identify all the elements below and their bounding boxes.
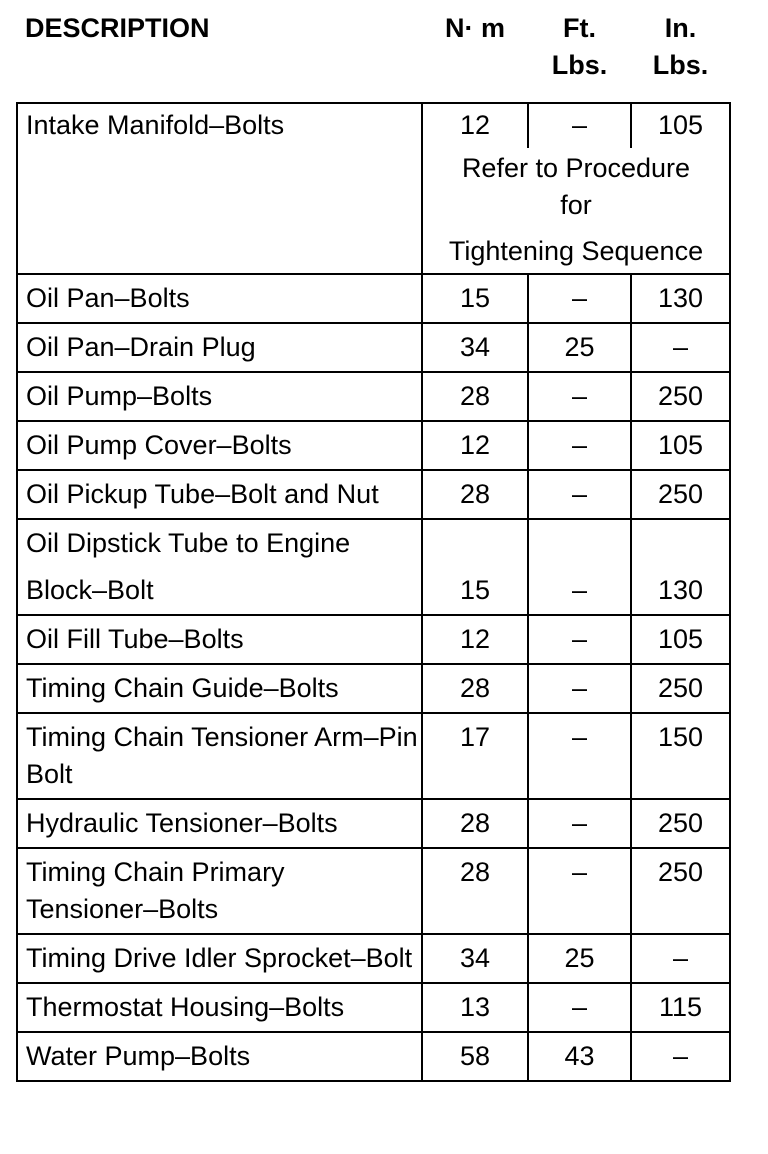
cell-in: 105 xyxy=(631,103,730,148)
cell-description: Oil Pan–Bolts xyxy=(17,274,422,323)
table-row-dipstick xyxy=(17,519,730,615)
header-in-line2: Lbs. xyxy=(652,50,709,80)
table-row xyxy=(17,848,730,934)
cell-ft: 43 xyxy=(528,1032,631,1081)
cell-nm: 15 xyxy=(422,274,528,323)
cell-nm: 34 xyxy=(422,323,528,372)
cell-nm: 34 xyxy=(422,934,528,983)
cell-in: 130 xyxy=(631,274,730,323)
cell-ft: – xyxy=(528,983,631,1032)
cell-ft: – xyxy=(528,103,631,148)
cell-ft: – xyxy=(528,274,631,323)
description-line-2: Block–Bolt xyxy=(26,575,154,605)
cell-nm: 28 xyxy=(422,848,528,934)
cell-in: 250 xyxy=(631,664,730,713)
cell-description: Timing Drive Idler Sprocket–Bolt xyxy=(17,934,422,983)
table-row xyxy=(17,934,730,983)
cell-in: 250 xyxy=(631,848,730,934)
cell-ft: – xyxy=(528,713,631,799)
table-row xyxy=(17,1032,730,1081)
cell-in: – xyxy=(631,1032,730,1081)
procedure-note xyxy=(422,148,730,274)
cell-description xyxy=(17,519,422,615)
cell-description: Thermostat Housing–Bolts xyxy=(17,983,422,1032)
table-row xyxy=(17,615,730,664)
cell-nm: 12 xyxy=(422,615,528,664)
cell-ft: – xyxy=(528,421,631,470)
cell-ft: – xyxy=(528,519,631,615)
cell-description: Timing Chain Primary Tensioner–Bolts xyxy=(17,848,422,934)
cell-description: Oil Fill Tube–Bolts xyxy=(17,615,422,664)
header-newton-meters: N· m xyxy=(445,13,505,43)
cell-in: 130 xyxy=(631,519,730,615)
table-row-intake xyxy=(17,103,730,148)
cell-nm: 28 xyxy=(422,664,528,713)
cell-in: 250 xyxy=(631,799,730,848)
cell-description: Intake Manifold–Bolts xyxy=(17,103,422,274)
header-inch-pounds xyxy=(631,10,730,103)
cell-description: Oil Pump Cover–Bolts xyxy=(17,421,422,470)
table-row xyxy=(17,983,730,1032)
cell-in: 250 xyxy=(631,372,730,421)
note-line-1: Refer to Procedure xyxy=(461,153,691,183)
header-row xyxy=(17,10,730,103)
description-line-1: Oil Dipstick Tube to Engine xyxy=(26,528,351,558)
cell-nm: 28 xyxy=(422,799,528,848)
cell-in: 105 xyxy=(631,421,730,470)
header-ft-line1: Ft. xyxy=(563,13,596,43)
table-row xyxy=(17,323,730,372)
cell-nm: 17 xyxy=(422,713,528,799)
cell-in: 150 xyxy=(631,713,730,799)
table-row xyxy=(17,421,730,470)
cell-description: Oil Pan–Drain Plug xyxy=(17,323,422,372)
table-row xyxy=(17,470,730,519)
cell-nm: 13 xyxy=(422,983,528,1032)
cell-in: 105 xyxy=(631,615,730,664)
table-row xyxy=(17,372,730,421)
cell-in: – xyxy=(631,934,730,983)
torque-spec-table xyxy=(16,10,731,1082)
header-in-line1: In. xyxy=(664,13,697,43)
cell-ft: – xyxy=(528,470,631,519)
cell-nm: 58 xyxy=(422,1032,528,1081)
cell-ft: 25 xyxy=(528,323,631,372)
header-description: DESCRIPTION xyxy=(25,13,210,43)
cell-nm: 12 xyxy=(422,103,528,148)
cell-ft: – xyxy=(528,848,631,934)
cell-ft: – xyxy=(528,799,631,848)
note-line-3: Tightening Sequence xyxy=(448,236,704,266)
cell-description: Hydraulic Tensioner–Bolts xyxy=(17,799,422,848)
cell-description: Oil Pump–Bolts xyxy=(17,372,422,421)
table-row xyxy=(17,713,730,799)
table-row xyxy=(17,664,730,713)
cell-ft: – xyxy=(528,664,631,713)
cell-in: 115 xyxy=(631,983,730,1032)
cell-ft: – xyxy=(528,615,631,664)
header-ft-line2: Lbs. xyxy=(551,50,608,80)
cell-nm: 15 xyxy=(422,519,528,615)
table-row xyxy=(17,274,730,323)
cell-description: Oil Pickup Tube–Bolt and Nut xyxy=(17,470,422,519)
cell-nm: 28 xyxy=(422,372,528,421)
cell-in: – xyxy=(631,323,730,372)
cell-ft: – xyxy=(528,372,631,421)
cell-description: Timing Chain Tensioner Arm–Pin Bolt xyxy=(17,713,422,799)
cell-nm: 28 xyxy=(422,470,528,519)
cell-in: 250 xyxy=(631,470,730,519)
cell-ft: 25 xyxy=(528,934,631,983)
table-row xyxy=(17,799,730,848)
cell-nm: 12 xyxy=(422,421,528,470)
cell-description: Water Pump–Bolts xyxy=(17,1032,422,1081)
cell-description: Timing Chain Guide–Bolts xyxy=(17,664,422,713)
note-line-2: for xyxy=(560,190,592,220)
header-foot-pounds xyxy=(528,10,631,103)
